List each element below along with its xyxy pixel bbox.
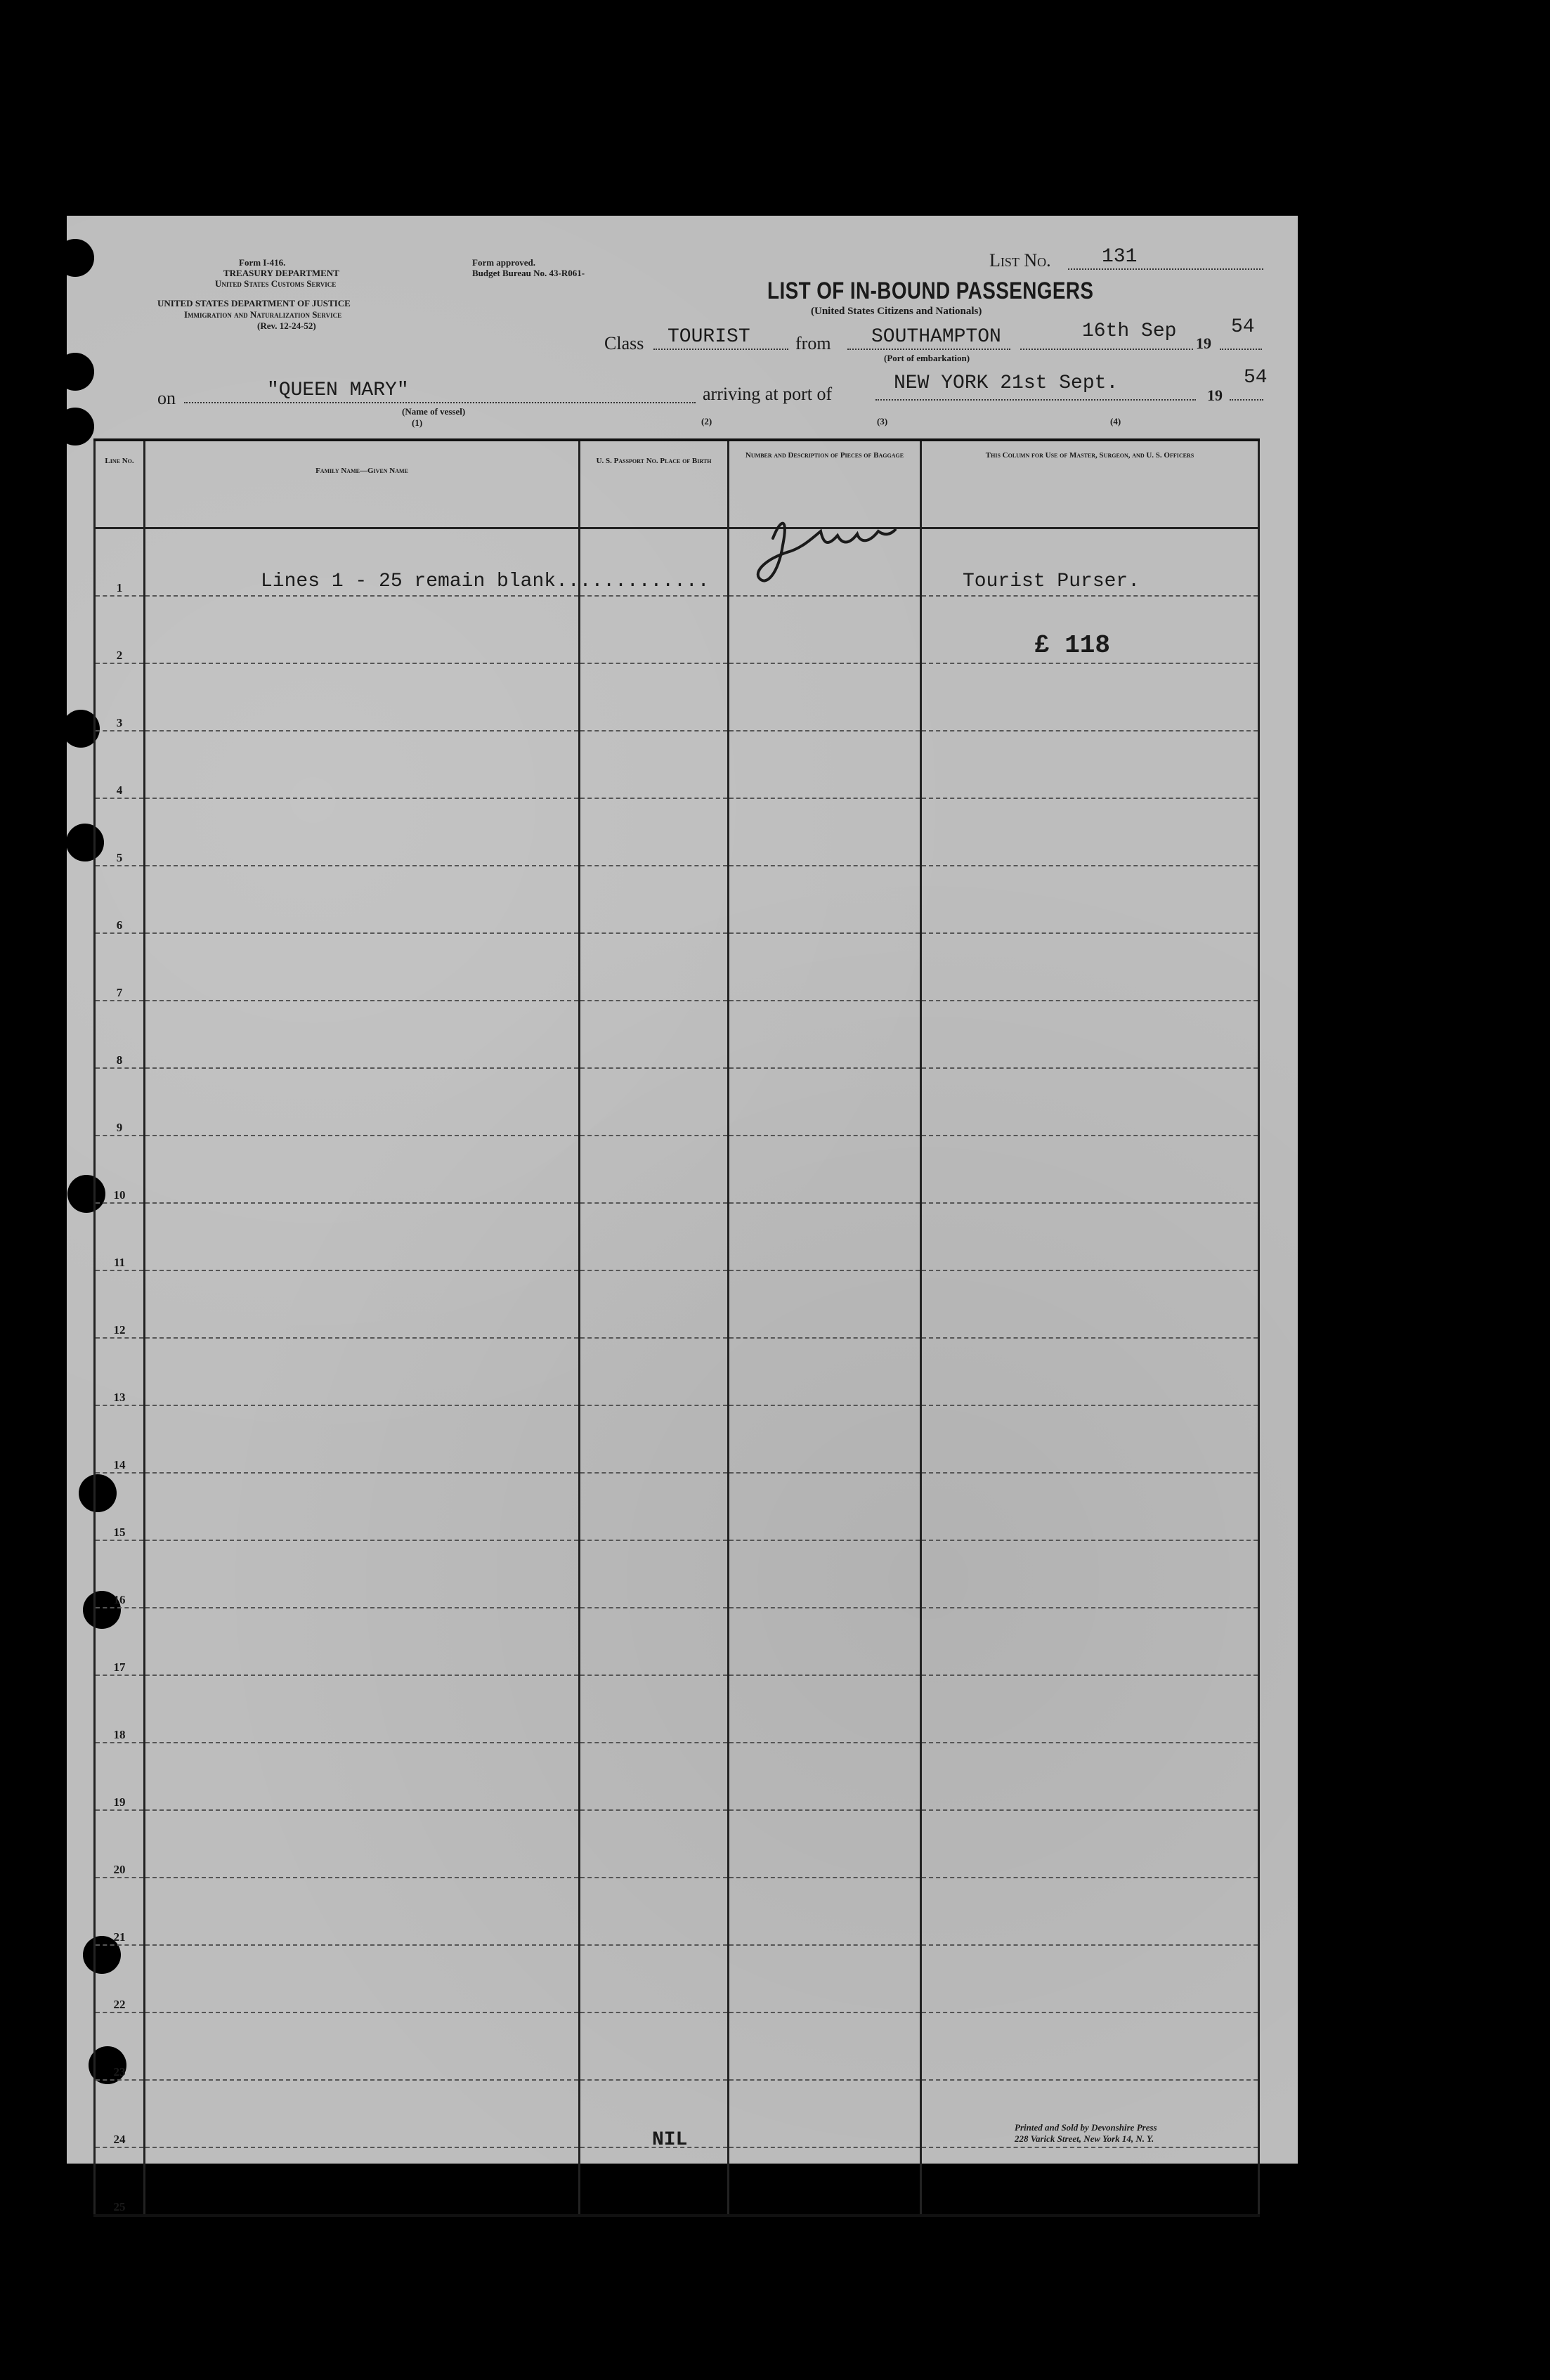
line-number: 4 [95,731,145,798]
family-given-name-cell [145,1001,580,1068]
form-title: LIST OF IN-BOUND PASSENGERS [767,278,1094,304]
family-given-name-cell [145,663,580,731]
table-row [95,1878,1259,1945]
table-row [95,663,1259,731]
officers-cell [921,1540,1259,1608]
passport-birthplace-cell [580,2012,729,2080]
officers-cell [921,1068,1259,1136]
family-given-name-cell [145,1608,580,1675]
table-row [95,731,1259,798]
from-label: from [795,333,831,353]
printer-line-2: 228 Varick Street, New York 14, N. Y. [1015,2133,1154,2144]
table-row [95,798,1259,866]
baggage-cell [729,731,921,798]
printer-line-1: Printed and Sold by Devonshire Press [1015,2122,1157,2133]
officers-cell: Tourist Purser. [921,528,1259,597]
punch-hole [56,239,94,277]
baggage-cell [729,1810,921,1878]
embark-year-line [1220,349,1262,350]
header-family-given-name: Family Name—Given Name [145,440,580,528]
nil-stamp: NIL [652,2129,688,2151]
passport-birthplace-cell [580,2147,729,2216]
from-line [847,349,1010,350]
immigration-service: Immigration and Naturalization Service [184,309,342,320]
passport-birthplace-cell [580,1068,729,1136]
form-number: Form I-416. [239,257,286,268]
punch-hole [56,408,94,446]
baggage-cell [729,1405,921,1473]
family-given-name-cell [145,2012,580,2080]
passport-birthplace-cell [580,1405,729,1473]
table-row [95,1743,1259,1810]
table-row [95,1810,1259,1878]
family-given-name-cell [145,866,580,933]
arriving-label: arriving at port of [703,384,833,404]
line-number: 13 [95,1338,145,1405]
family-given-name-cell [145,1810,580,1878]
passport-birthplace-cell [580,1675,729,1743]
line-number: 15 [95,1473,145,1540]
line-number: 8 [95,1001,145,1068]
table-header-row [95,440,1259,528]
baggage-cell [729,2147,921,2216]
arrival-year-line [1230,399,1263,401]
table-row [95,1675,1259,1743]
passport-birthplace-cell [580,1743,729,1810]
arrival-port-date: NEW YORK 21st Sept. [894,372,1119,394]
officers-cell [921,663,1259,731]
class-line [653,349,788,350]
table-row [95,2147,1259,2216]
baggage-cell [729,1945,921,2012]
family-given-name-cell [145,1540,580,1608]
list-number-value: 131 [1102,246,1138,268]
passport-birthplace-cell [580,1540,729,1608]
officers-cell [921,731,1259,798]
vessel-name: "QUEEN MARY" [267,379,409,401]
punch-hole [56,353,94,391]
officers-cell [921,1675,1259,1743]
column-number-4: (4) [1110,416,1121,427]
family-given-name-cell [145,2147,580,2216]
table-row [95,933,1259,1001]
family-given-name-cell [145,1878,580,1945]
justice-department: UNITED STATES DEPARTMENT OF JUSTICE [157,298,351,308]
arrival-year-prefix: 19 [1207,386,1223,404]
passenger-table [93,438,1260,2217]
officers-cell [921,1405,1259,1473]
officers-cell [921,1878,1259,1945]
column-number-3: (3) [877,416,888,427]
form-approved: Form approved. [472,257,536,268]
table-row [95,1270,1259,1338]
line-number: 12 [95,1270,145,1338]
from-value: SOUTHAMPTON [871,326,1001,348]
line-number: 24 [95,2080,145,2147]
family-given-name-cell [145,596,580,663]
line-number: 3 [95,663,145,731]
treasury-department: TREASURY DEPARTMENT [223,268,339,278]
line-number: 6 [95,866,145,933]
embark-year-prefix: 19 [1196,334,1211,352]
officers-cell [921,2012,1259,2080]
passport-birthplace-cell [580,1270,729,1338]
baggage-cell [729,1001,921,1068]
passport-birthplace-cell [580,1810,729,1878]
line-number: 17 [95,1608,145,1675]
line-number: 1 [95,528,145,597]
arrival-line [875,399,1196,401]
embark-year-suffix: 54 [1231,316,1255,338]
baggage-cell [729,866,921,933]
officers-cell [921,1743,1259,1810]
family-given-name-cell [145,2080,580,2147]
passport-birthplace-cell [580,1878,729,1945]
officers-cell [921,1810,1259,1878]
line-number: 9 [95,1068,145,1136]
baggage-cell [729,2080,921,2147]
header-officers-column: This Column for Use of Master, Surgeon, and U. S. Officers [921,440,1259,528]
list-number-line [1068,268,1263,270]
table-row [95,866,1259,933]
baggage-cell [729,663,921,731]
table-row [95,1338,1259,1405]
arrival-year-suffix: 54 [1244,367,1268,389]
family-given-name-cell [145,1743,580,1810]
family-given-name-cell: Lines 1 - 25 remain blank............. [145,528,580,597]
line-number: 11 [95,1203,145,1270]
baggage-cell [729,1878,921,1945]
line-number: 16 [95,1540,145,1608]
passport-birthplace-cell [580,1203,729,1270]
embark-date: 16th Sep [1082,320,1177,342]
table-row [95,1405,1259,1473]
line-number: 19 [95,1743,145,1810]
officers-cell [921,798,1259,866]
passport-birthplace-cell [580,596,729,663]
officers-cell [921,933,1259,1001]
family-given-name-cell [145,1473,580,1540]
family-given-name-cell [145,1203,580,1270]
family-given-name-cell [145,933,580,1001]
class-value: TOURIST [667,326,750,348]
passport-birthplace-cell [580,1608,729,1675]
table-row [95,596,1259,663]
vessel-line [184,402,696,403]
family-given-name-cell [145,1945,580,2012]
baggage-cell [729,933,921,1001]
passport-birthplace-cell [580,1136,729,1203]
table-row [95,1473,1259,1540]
family-given-name-cell [145,1405,580,1473]
passport-birthplace-cell [580,1001,729,1068]
officers-cell [921,1608,1259,1675]
embark-date-line [1020,349,1193,350]
baggage-cell [729,1338,921,1405]
passport-birthplace-cell [580,1945,729,2012]
vessel-note-column-number: (1) [412,417,423,428]
table-row [95,528,1259,597]
line-number: 10 [95,1136,145,1203]
family-given-name-cell [145,1338,580,1405]
baggage-cell [729,1270,921,1338]
baggage-cell [729,1068,921,1136]
class-label: Class [604,333,644,353]
column-number-2: (2) [701,416,712,427]
baggage-cell [729,1136,921,1203]
family-given-name-cell [145,798,580,866]
baggage-cell [729,1203,921,1270]
family-given-name-cell [145,731,580,798]
baggage-cell [729,1540,921,1608]
baggage-cell [729,1608,921,1675]
line-number: 23 [95,2012,145,2080]
line-number: 5 [95,798,145,866]
baggage-cell [729,1473,921,1540]
table-row [95,1203,1259,1270]
officers-cell [921,1945,1259,2012]
officers-cell [921,1473,1259,1540]
table-row [95,2012,1259,2080]
officers-cell [921,1338,1259,1405]
officers-cell [921,1270,1259,1338]
list-number-label: List No. [989,250,1051,271]
passport-birthplace-cell [580,798,729,866]
line-number: 20 [95,1810,145,1878]
budget-bureau-number: Budget Bureau No. 43-R061- [472,268,585,278]
officers-cell [921,1136,1259,1203]
customs-service: United States Customs Service [215,278,337,289]
header-line-no: Line No. [95,440,145,528]
officers-cell [921,1203,1259,1270]
family-given-name-cell [145,1068,580,1136]
baggage-cell [729,2012,921,2080]
officers-cell [921,2147,1259,2216]
header-baggage: Number and Description of Pieces of Baggage [729,440,921,528]
line-number: 7 [95,933,145,1001]
table-row [95,1540,1259,1608]
line-number: 18 [95,1675,145,1743]
passport-birthplace-cell [580,528,729,597]
purser-signature [745,510,906,594]
passport-birthplace-cell [580,1338,729,1405]
table-row [95,1945,1259,2012]
line-number: 22 [95,1945,145,2012]
table-row [95,1136,1259,1203]
line-number: 21 [95,1878,145,1945]
passport-birthplace-cell [580,933,729,1001]
on-label: on [157,388,176,408]
line-number: 14 [95,1405,145,1473]
table-row [95,1608,1259,1675]
family-given-name-cell [145,1270,580,1338]
officers-cell [921,866,1259,933]
officers-cell [921,1001,1259,1068]
family-given-name-cell [145,1136,580,1203]
table-row [95,1001,1259,1068]
passport-birthplace-cell [580,731,729,798]
port-of-embarkation-note: (Port of embarkation) [884,353,970,363]
passport-birthplace-cell [580,866,729,933]
family-given-name-cell [145,1675,580,1743]
baggage-cell [729,596,921,663]
officers-cell: £ 118 [921,596,1259,663]
passport-birthplace-cell [580,663,729,731]
vessel-note: (Name of vessel) [402,406,466,417]
baggage-cell [729,1675,921,1743]
header-passport-birthplace: U. S. Passport No. Place of Birth [580,440,729,528]
passport-birthplace-cell [580,1473,729,1540]
line-number: 2 [95,596,145,663]
line-number: 25 [95,2147,145,2216]
table-row [95,1068,1259,1136]
form-subtitle: (United States Citizens and Nationals) [811,306,982,317]
baggage-cell [729,798,921,866]
baggage-cell [729,1743,921,1810]
form-revision: (Rev. 12-24-52) [257,320,316,331]
